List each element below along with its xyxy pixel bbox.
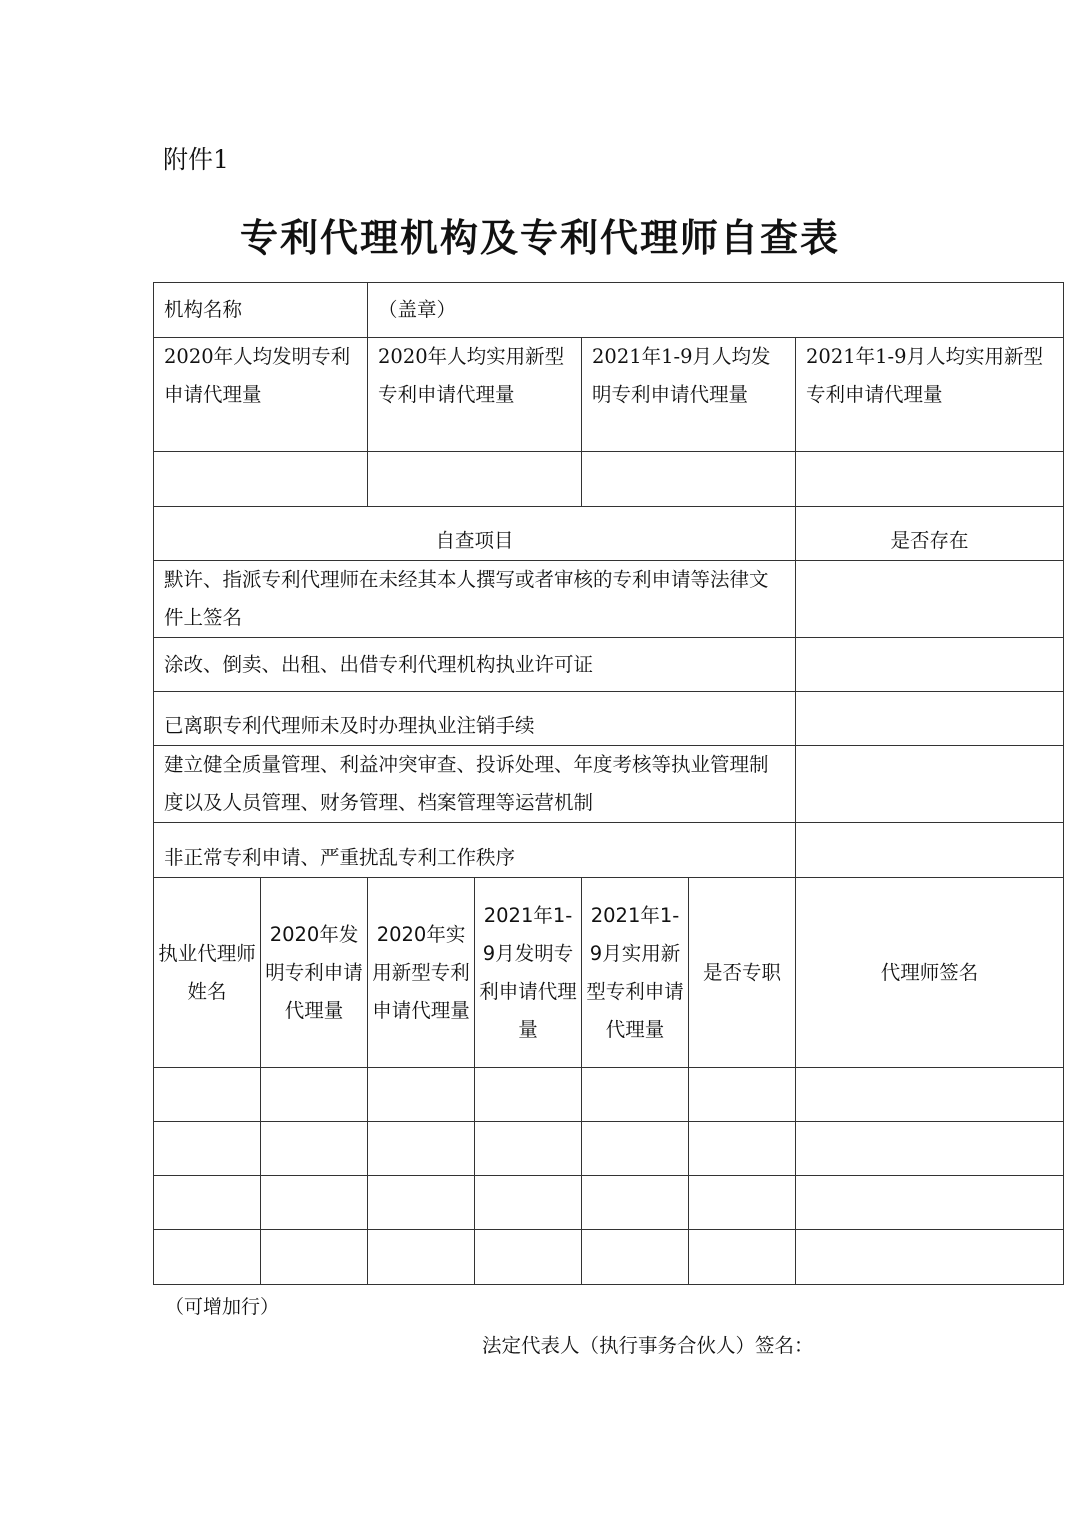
check-exists-cell[interactable]: [796, 746, 1064, 823]
agent-cell[interactable]: [475, 1230, 582, 1285]
check-item-row: [154, 561, 1064, 638]
agent-cell[interactable]: [261, 1230, 368, 1285]
org-stat-header: 2021年1-9月人均实用新型专利申请代理量: [796, 338, 1064, 452]
agent-cell[interactable]: [475, 1068, 582, 1122]
check-item-text: 建立健全质量管理、利益冲突审查、投诉处理、年度考核等执业管理制度以及人员管理、财务管理、档案管理等运营机制: [154, 746, 796, 823]
agent-cell[interactable]: [368, 1176, 475, 1230]
agent-cell[interactable]: [689, 1122, 796, 1176]
agent-header-2021-invention: 2021年1-9月发明专利申请代理量: [475, 878, 582, 1068]
org-stat-header: 2020年人均实用新型专利申请代理量: [368, 338, 582, 452]
agent-header-signature: 代理师签名: [796, 878, 1064, 1068]
check-item-header: 自查项目: [154, 507, 796, 561]
agent-header-name: 执业代理师姓名: [154, 878, 261, 1068]
agent-cell[interactable]: [796, 1230, 1064, 1285]
agent-cell[interactable]: [582, 1122, 689, 1176]
agent-cell[interactable]: [689, 1230, 796, 1285]
agent-data-row: [154, 1176, 1064, 1230]
agent-header-full-time: 是否专职: [689, 878, 796, 1068]
agent-cell[interactable]: [261, 1176, 368, 1230]
check-item-row: [154, 638, 1064, 692]
check-item-text: 非正常专利申请、严重扰乱专利工作秩序: [154, 823, 796, 878]
legal-rep-signature-label: 法定代表人（执行事务合伙人）签名：: [482, 1334, 814, 1357]
agent-cell[interactable]: [582, 1230, 689, 1285]
agent-cell[interactable]: [261, 1122, 368, 1176]
agent-cell[interactable]: [689, 1176, 796, 1230]
agent-data-row: [154, 1068, 1064, 1122]
check-item-row: [154, 692, 1064, 746]
org-stats-value-row: [154, 452, 1064, 507]
check-exists-cell[interactable]: [796, 561, 1064, 638]
check-item-row: [154, 746, 1064, 823]
agent-cell[interactable]: [368, 1068, 475, 1122]
check-exists-cell[interactable]: [796, 638, 1064, 692]
org-stat-value-cell[interactable]: [368, 452, 582, 507]
agent-data-row: [154, 1230, 1064, 1285]
agent-cell[interactable]: [154, 1176, 261, 1230]
add-rows-note: （可增加行）: [165, 1296, 280, 1318]
org-stat-header: 2020年人均发明专利申请代理量: [154, 338, 368, 452]
agent-cell[interactable]: [154, 1230, 261, 1285]
org-stat-value-cell[interactable]: [582, 452, 796, 507]
org-stat-value-cell[interactable]: [154, 452, 368, 507]
agent-header-2021-utility: 2021年1-9月实用新型专利申请代理量: [582, 878, 689, 1068]
agent-header-2020-utility: 2020年实用新型专利申请代理量: [368, 878, 475, 1068]
check-item-text: 涂改、倒卖、出租、出借专利代理机构执业许可证: [154, 638, 796, 692]
page-title: 专利代理机构及专利代理师自查表: [239, 216, 840, 260]
agent-cell[interactable]: [582, 1068, 689, 1122]
check-exists-cell[interactable]: [796, 823, 1064, 878]
agent-cell[interactable]: [582, 1176, 689, 1230]
check-item-text: 默许、指派专利代理师在未经其本人撰写或者审核的专利申请等法律文件上签名: [154, 561, 796, 638]
agent-cell[interactable]: [475, 1176, 582, 1230]
agent-cell[interactable]: [154, 1122, 261, 1176]
agent-cell[interactable]: [689, 1068, 796, 1122]
agent-cell[interactable]: [261, 1068, 368, 1122]
agent-cell[interactable]: [796, 1122, 1064, 1176]
agent-cell[interactable]: [796, 1068, 1064, 1122]
agent-cell[interactable]: [368, 1230, 475, 1285]
org-stat-header: 2021年1-9月人均发明专利申请代理量: [582, 338, 796, 452]
agent-header-2020-invention: 2020年发明专利申请代理量: [261, 878, 368, 1068]
check-exists-header: 是否存在: [796, 507, 1064, 561]
check-header-row: [154, 507, 1064, 561]
agent-cell[interactable]: [154, 1068, 261, 1122]
agent-cell[interactable]: [475, 1122, 582, 1176]
org-stats-header-row: [154, 338, 1064, 452]
agent-cell[interactable]: [368, 1122, 475, 1176]
agent-header-row: [154, 878, 1064, 1068]
org-name-row: [154, 283, 1064, 338]
agent-data-row: [154, 1122, 1064, 1176]
check-item-text: 已离职专利代理师未及时办理执业注销手续: [154, 692, 796, 746]
org-stat-value-cell[interactable]: [796, 452, 1064, 507]
org-seal-field[interactable]: （盖章）: [368, 283, 1064, 338]
org-name-label: 机构名称: [154, 283, 368, 338]
attachment-label: 附件1: [163, 145, 229, 174]
check-item-row: [154, 823, 1064, 878]
agent-cell[interactable]: [796, 1176, 1064, 1230]
check-exists-cell[interactable]: [796, 692, 1064, 746]
self-check-form: [153, 282, 1064, 1285]
